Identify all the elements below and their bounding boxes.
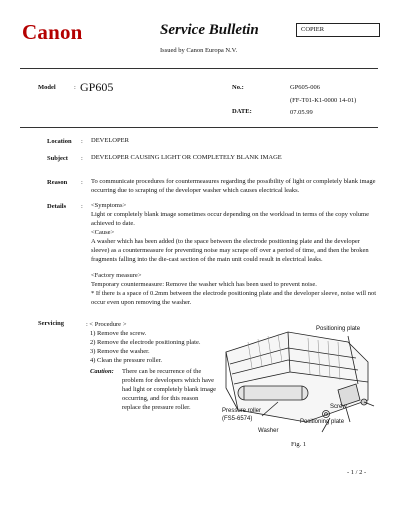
page-number: - 1 / 2 - (347, 469, 367, 476)
procedure-heading: : < Procedure > (86, 321, 127, 328)
model-label: Model (38, 84, 56, 91)
servicing-label: Servicing (38, 320, 64, 327)
caution-label: Caution: (90, 368, 114, 375)
cause-heading: <Cause> (91, 229, 115, 236)
step-2: 2) Remove the electrode positioning plate. (90, 339, 201, 346)
divider-middle (20, 127, 378, 128)
model-colon: : (74, 84, 76, 91)
label-pressure-roller: Pressure roller (222, 408, 262, 414)
symptoms-text: Light or completely blank image sometimes occur depending on the workload in terms of the copy volume achieved to date. (91, 211, 369, 227)
document-title: Service Bulletin (160, 22, 259, 38)
reason-label: Reason (47, 179, 68, 186)
label-positioning-plate-top: Positioning plate (316, 326, 361, 332)
location-value: DEVELOPER (91, 137, 129, 144)
factory-text: Temporary countermeasure: Remove the washer which has been used to prevent noise. (91, 281, 317, 288)
step-1: 1) Remove the screw. (90, 330, 147, 337)
category-box: COPIER (296, 23, 380, 37)
step-3: 3) Remove the washer. (90, 348, 150, 355)
figure-caption: Fig. 1 (291, 441, 307, 448)
details-label: Details (47, 203, 67, 210)
caution-text: There can be recurrence of the problem for developers which have had light or completely blank image occurring, and for this reason replace the pressure roller. (122, 368, 217, 411)
label-washer: Washer (258, 428, 279, 434)
date-value: 07.05.99 (290, 109, 313, 116)
issued-by: Issued by Canon Europa N.V. (160, 47, 238, 54)
reason-text: To communicate procedures for countermeasures regarding the possibility of light or completely blank image occurring due to scraping of the developer washer which causes electrical leaks. (91, 178, 376, 194)
cause-text: A washer which has been added (to the space between the electrode positioning plate and the developer sleeve) as a countermeasure for preventing noise may scrape off over a period of time, and then the broken fragments falling into the die-cast section of the main unit could result in electrical leaks. (91, 238, 369, 263)
location-label: Location (47, 138, 72, 145)
note-text: * If there is a space of 0.2mm between the electrode positioning plate and the developer sleeve, noise will not occur even upon removing the washer. (91, 290, 377, 306)
figure-illustration (218, 322, 378, 440)
label-positioning-plate-bottom: Positioning plate (300, 419, 345, 425)
model-value: GP605 (80, 80, 114, 94)
step-4: 4) Clean the pressure roller. (90, 357, 163, 364)
divider-top (20, 68, 378, 69)
details-colon: : (81, 203, 83, 210)
location-colon: : (81, 138, 83, 145)
reason-colon: : (81, 179, 83, 186)
label-fs-number: (FS5-6574) (222, 416, 253, 422)
ref-value: (FF-T01-K1-0000 14-01) (290, 97, 357, 104)
canon-logo: Canon (22, 20, 83, 44)
subject-value: DEVELOPER CAUSING LIGHT OR COMPLETELY BLANK IMAGE (91, 154, 282, 161)
subject-colon: : (81, 155, 83, 162)
no-label: No.: (232, 84, 244, 91)
factory-heading: <Factory measure> (91, 272, 142, 279)
subject-label: Subject (47, 155, 68, 162)
date-label: DATE: (232, 108, 252, 115)
no-value: GP605-006 (290, 84, 320, 91)
label-screw: Screw (330, 404, 347, 410)
developer-assembly-drawing (218, 322, 378, 440)
symptoms-heading: <Symptoms> (91, 202, 127, 209)
